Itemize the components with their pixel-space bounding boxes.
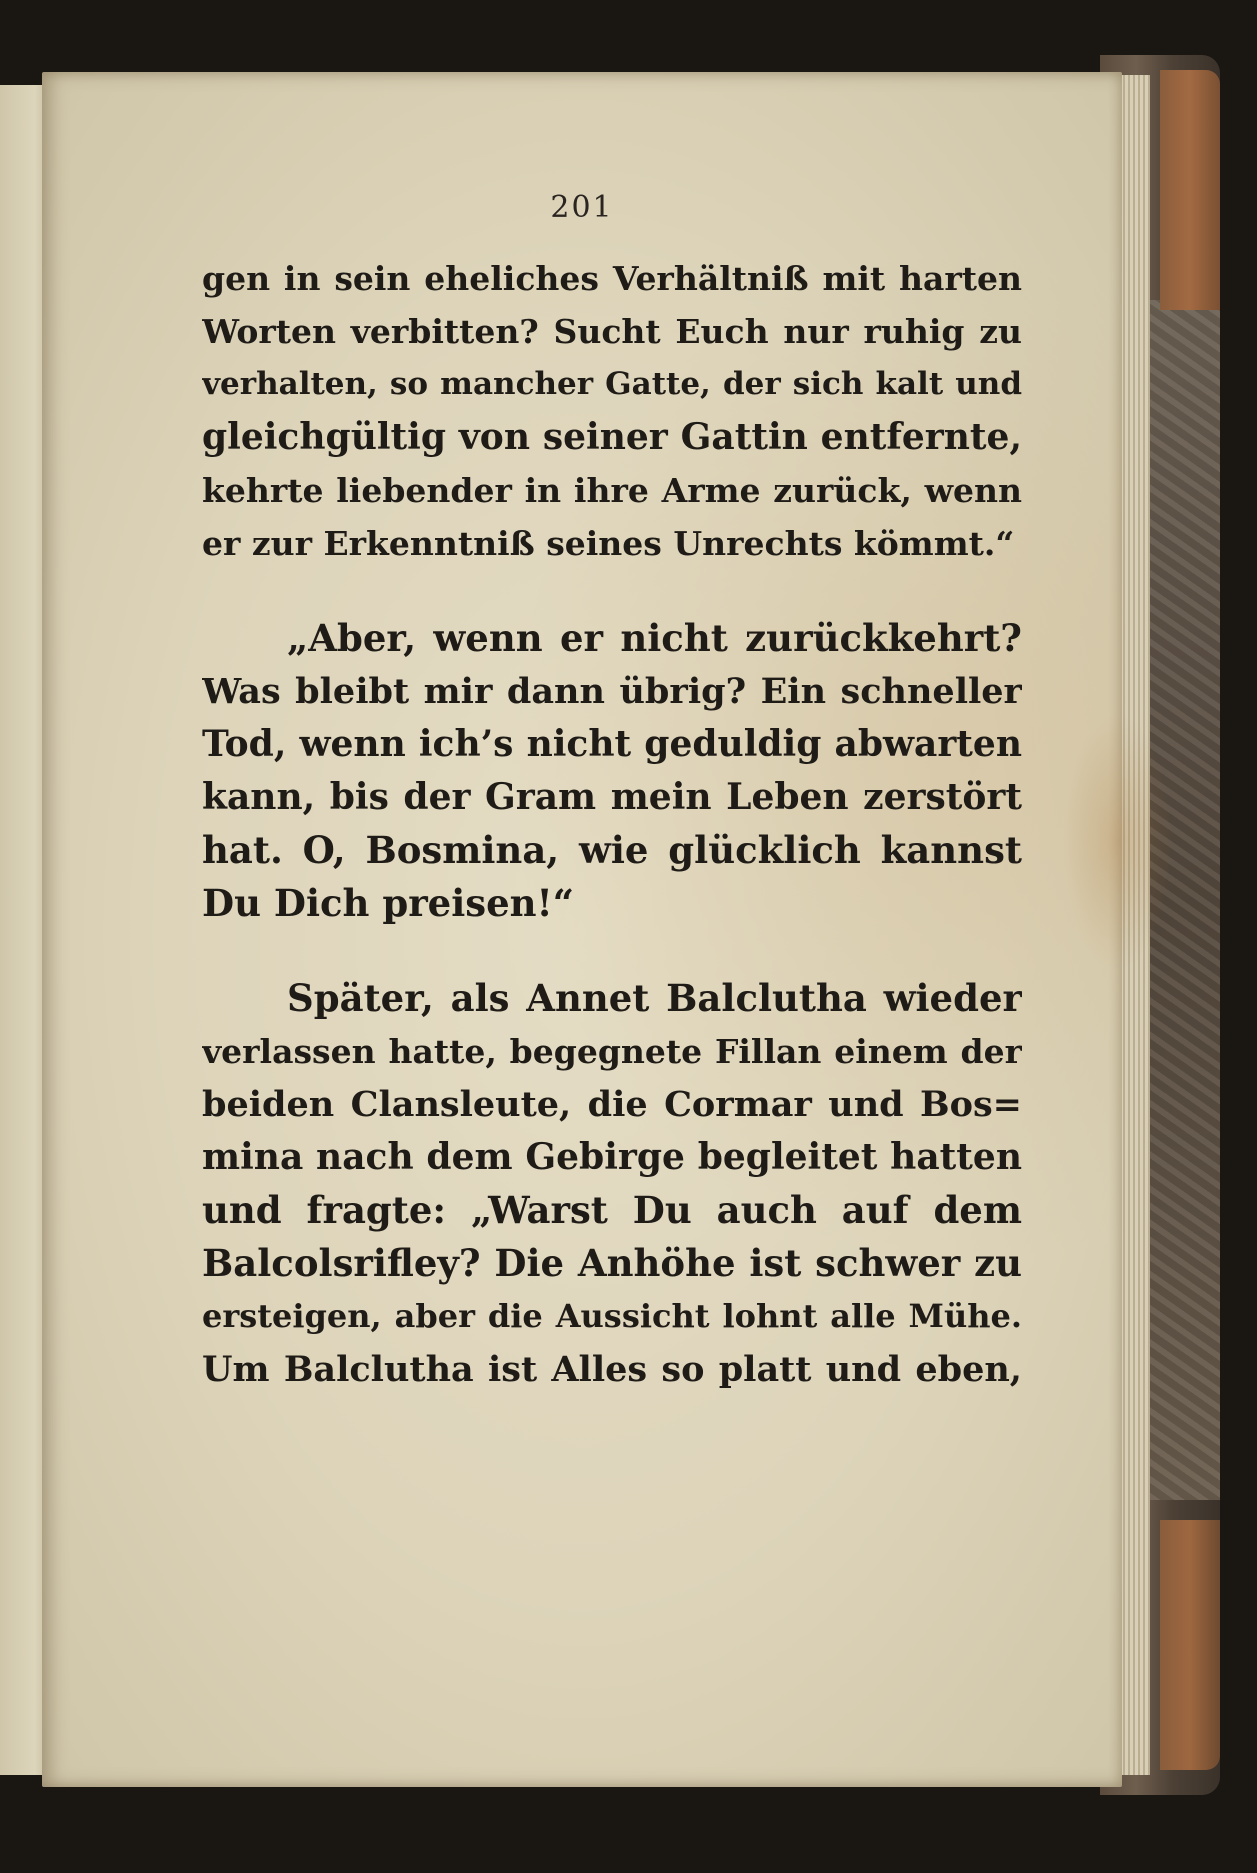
paragraph-1 <box>202 252 1022 570</box>
text-line: hat. O, Bosmina, wie glücklich kannst <box>202 828 1022 872</box>
page-stain <box>1062 712 1172 972</box>
text-line: Um Balclutha ist Alles so platt und eben, <box>202 1349 1022 1390</box>
text-line: kehrte liebender in ihre Arme zurück, wenn <box>202 471 1022 510</box>
text-line: „Aber, wenn er nicht zurückkehrt? <box>287 616 1022 660</box>
text-line: kann, bis der Gram mein Leben zerstört <box>202 776 1022 818</box>
text-line: Du Dich preisen!“ <box>202 881 575 925</box>
text-line: Später, als Annet Balclutha wieder <box>287 976 1022 1020</box>
text-line: gleichgültig von seiner Gattin entfernte, <box>202 416 1022 458</box>
page-number: 201 <box>550 190 614 225</box>
text-line: Was bleibt mir dann übrig? Ein schneller <box>202 671 1022 712</box>
body-text <box>202 252 1022 1396</box>
cover-leather-corner-top <box>1160 70 1220 310</box>
text-line: Tod, wenn ich’s nicht geduldig abwarten <box>202 723 1022 765</box>
paragraph-3 <box>202 972 1022 1396</box>
paragraph-2 <box>202 612 1022 930</box>
text-line: ersteigen, aber die Aussicht lohnt alle Mühe. <box>202 1297 1022 1335</box>
text-line: Worten verbitten? Sucht Euch nur ruhig zu <box>202 312 1022 351</box>
text-line: er zur Erkenntniß seines Unrechts kömmt.“ <box>202 524 1015 563</box>
text-line: verlassen hatte, begegnete Fillan einem der <box>202 1032 1022 1071</box>
text-line: verhalten, so mancher Gatte, der sich kalt und <box>202 366 1022 402</box>
text-line: Balcolsrifley? Die Anhöhe ist schwer zu <box>202 1241 1022 1285</box>
text-line: mina nach dem Gebirge begleitet hatten <box>202 1136 1022 1178</box>
book-page <box>42 72 1122 1787</box>
text-line: gen in sein eheliches Verhältniß mit harten <box>202 259 1022 298</box>
text-line: beiden Clansleute, die Cormar und Bos= <box>202 1084 1022 1125</box>
cover-leather-corner-bottom <box>1160 1520 1220 1770</box>
text-line: und fragte: „Warst Du auch auf dem <box>202 1188 1022 1232</box>
